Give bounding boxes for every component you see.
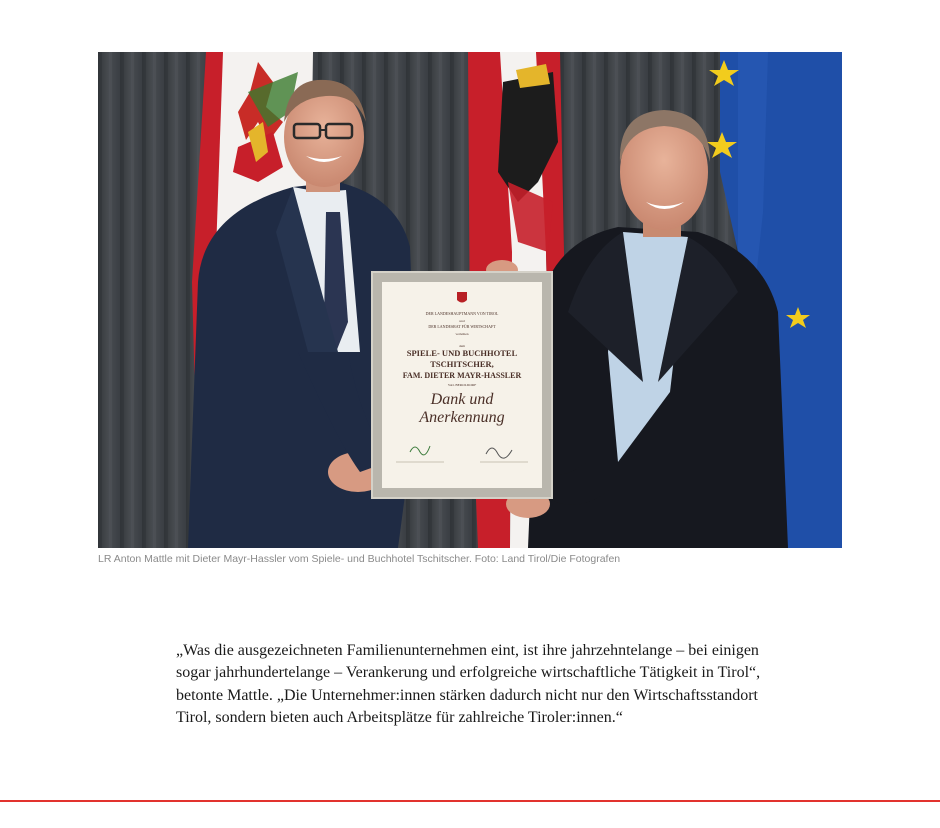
certificate-title-1: Dank und [430,391,494,408]
certificate-header-and: und [459,319,465,323]
certificate-name-3: FAM. DIETER MAYR-HASSLER [402,371,522,380]
certificate [372,272,552,498]
certificate-location: VAL BEROLDORF [447,383,477,387]
certificate-header-1: DER LANDESHAUPTMANN VON TIROL [425,311,499,316]
certificate-name-1: SPIELE- UND BUCHHOTEL [406,348,518,358]
accent-rule [0,800,940,802]
quote-paragraph: „Was die ausgezeichneten Familienunternehmen eint, ist ihre jahrzehntelange – bei einigen sogar jahrhundertelange – Verankerung und erfolgreiche wirtschaftliche Tätigkeit in Tirol“, betonte Mattle. „Die Unternehmer:innen stärken dadurch nicht nur den Wirtschaftsstandort Tirol, sondern bieten auch Arbeitsplätze für zahlreiche Tiroler:innen.“ [176,642,761,727]
certificate-dem: dem [458,344,466,348]
certificate-header-2: DER LANDESRAT FÜR WIRTSCHAFT [428,324,496,329]
certificate-name-2: TSCHITSCHER, [430,359,494,369]
certificate-verleihen: verleihen [455,332,469,336]
article-photo [98,52,842,548]
crest-icon [457,292,467,303]
photo-caption: LR Anton Mattle mit Dieter Mayr-Hassler vom Spiele- und Buchhotel Tschitscher. Foto: Land Tirol/Die Fotografen [98,553,621,565]
certificate-title-2: Anerkennung [419,409,505,426]
